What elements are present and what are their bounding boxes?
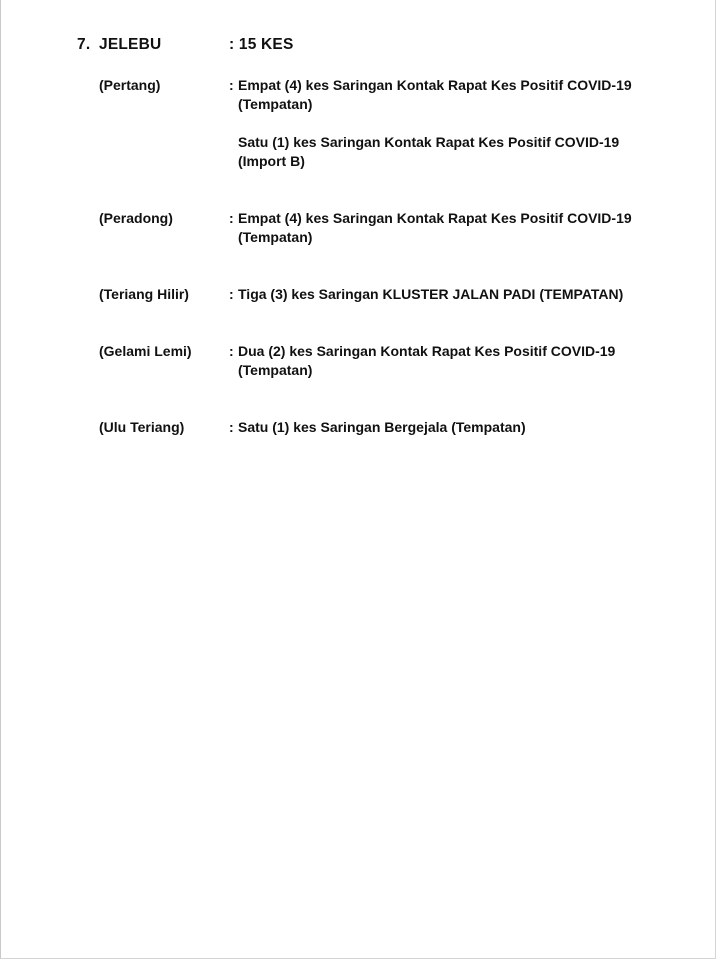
description-line: (Import B) [238,153,305,169]
entry-location: (Pertang) [99,77,161,93]
entry-paragraph [238,76,658,114]
section-number: 7. [77,36,91,53]
entry-description [238,209,658,247]
entry-colon: : [229,286,234,302]
entry-description [238,285,658,304]
entry-description [238,76,658,171]
description-line: Empat (4) kes Saringan Kontak Rapat Kes Positif COVID-19 [238,210,632,226]
description-line: Satu (1) kes Saringan Bergejala (Tempatan) [238,419,526,435]
description-line: (Tempatan) [238,96,313,112]
entry-paragraph [238,418,658,437]
description-line: Empat (4) kes Saringan Kontak Rapat Kes Positif COVID-19 [238,77,632,93]
entry-location: (Peradong) [99,210,173,226]
entry-paragraph [238,285,658,304]
entry-paragraph [238,342,658,380]
entry-paragraph [238,209,658,247]
entry-colon: : [229,343,234,359]
district-name: JELEBU [99,36,162,53]
entry-location: (Ulu Teriang) [99,419,185,435]
description-line: Satu (1) kes Saringan Kontak Rapat Kes Positif COVID-19 [238,134,620,150]
district-total-cases: : 15 KES [229,36,294,53]
entry-paragraph [238,133,658,171]
entry-colon: : [229,77,234,93]
entry-location: (Teriang Hilir) [99,286,189,302]
entry-description [238,342,658,380]
entry-colon: : [229,419,234,435]
description-line: (Tempatan) [238,362,313,378]
entry-colon: : [229,210,234,226]
description-line: Tiga (3) kes Saringan KLUSTER JALAN PADI (TEMPATAN) [238,286,624,302]
entry-description [238,418,658,437]
entry-location: (Gelami Lemi) [99,343,192,359]
description-line: Dua (2) kes Saringan Kontak Rapat Kes Positif COVID-19 [238,343,616,359]
description-line: (Tempatan) [238,229,313,245]
